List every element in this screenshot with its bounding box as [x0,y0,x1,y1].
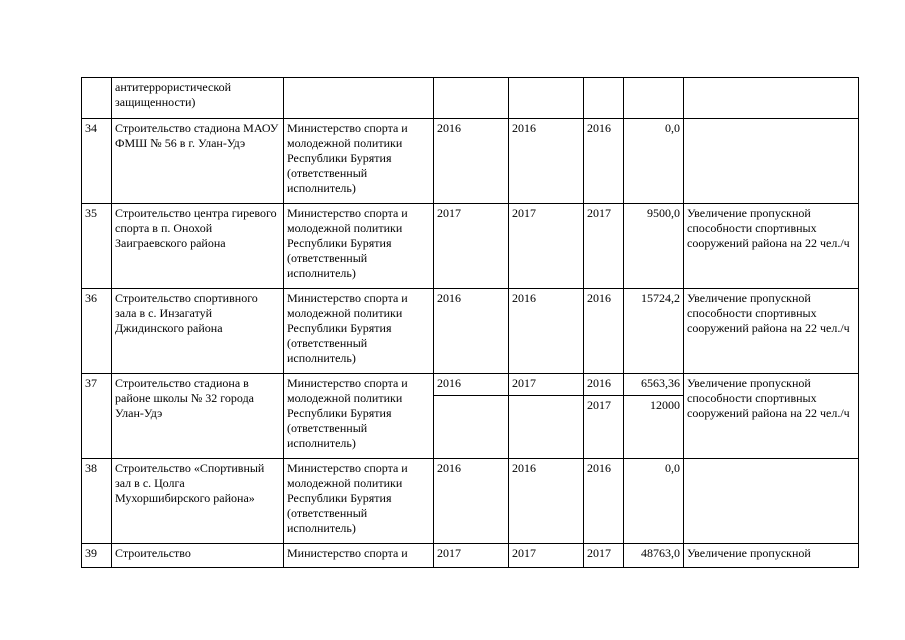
year-start [434,78,509,119]
row-number: 39 [82,544,112,568]
row-number: 38 [82,459,112,544]
year-end: 2016 [509,119,584,204]
object-name: Строительство стадиона в районе школы № 32 города Улан-Удэ [112,374,284,459]
year-financing: 2016 [584,289,624,374]
table-row [82,459,859,544]
year-start: 2016 [434,289,509,374]
expected-result [684,78,859,119]
table-row [82,204,859,289]
object-name: антитеррористической защищенности) [112,78,284,119]
year-start-empty [434,396,509,459]
row-number: 34 [82,119,112,204]
expected-result: Увеличение пропускной [684,544,859,568]
object-name: Строительство стадиона МАОУ ФМШ № 56 в г. Улан-Удэ [112,119,284,204]
table-row [82,544,859,568]
year-end-empty [509,396,584,459]
executor: Министерство спорта и [284,544,434,568]
year-start: 2016 [434,119,509,204]
object-name: Строительство спортивного зала в с. Инзагатуй Джидинского района [112,289,284,374]
executor: Министерство спорта и молодежной политики Республики Бурятия (ответственный исполнитель) [284,289,434,374]
year-end: 2016 [509,459,584,544]
year-end [509,78,584,119]
year-end: 2016 [509,289,584,374]
amount: 12000 [624,396,684,459]
year-start: 2016 [434,374,509,396]
executor: Министерство спорта и молодежной политики Республики Бурятия (ответственный исполнитель) [284,374,434,459]
expected-result: Увеличение пропускной способности спортивных сооружений района на 22 чел./ч [684,374,859,459]
row-number: 35 [82,204,112,289]
year-financing: 2016 [584,459,624,544]
object-name: Строительство [112,544,284,568]
executor: Министерство спорта и молодежной политики Республики Бурятия (ответственный исполнитель) [284,204,434,289]
executor: Министерство спорта и молодежной политики Республики Бурятия (ответственный исполнитель) [284,459,434,544]
table-row [82,289,859,374]
expected-result [684,119,859,204]
object-name: Строительство центра гиревого спорта в п. Онохой Заиграевского района [112,204,284,289]
amount: 48763,0 [624,544,684,568]
amount: 9500,0 [624,204,684,289]
year-financing: 2017 [584,396,624,459]
year-start: 2017 [434,204,509,289]
expected-result [684,459,859,544]
program-table [81,77,859,568]
amount: 15724,2 [624,289,684,374]
row-number [82,78,112,119]
year-financing: 2017 [584,544,624,568]
row-number: 37 [82,374,112,459]
amount [624,78,684,119]
amount: 0,0 [624,119,684,204]
table-row [82,374,859,396]
table-row [82,119,859,204]
year-financing [584,78,624,119]
object-name: Строительство «Спортивный зал в с. Цолга Мухоршибирского района» [112,459,284,544]
expected-result: Увеличение пропускной способности спортивных сооружений района на 22 чел./ч [684,289,859,374]
year-financing: 2016 [584,119,624,204]
table-row [82,78,859,119]
row-number: 36 [82,289,112,374]
year-end: 2017 [509,204,584,289]
year-financing: 2017 [584,204,624,289]
amount: 6563,36 [624,374,684,396]
expected-result: Увеличение пропускной способности спортивных сооружений района на 22 чел./ч [684,204,859,289]
executor: Министерство спорта и молодежной политики Республики Бурятия (ответственный исполнитель) [284,119,434,204]
amount: 0,0 [624,459,684,544]
executor [284,78,434,119]
year-financing: 2016 [584,374,624,396]
year-end: 2017 [509,374,584,396]
year-end: 2017 [509,544,584,568]
year-start: 2017 [434,544,509,568]
year-start: 2016 [434,459,509,544]
